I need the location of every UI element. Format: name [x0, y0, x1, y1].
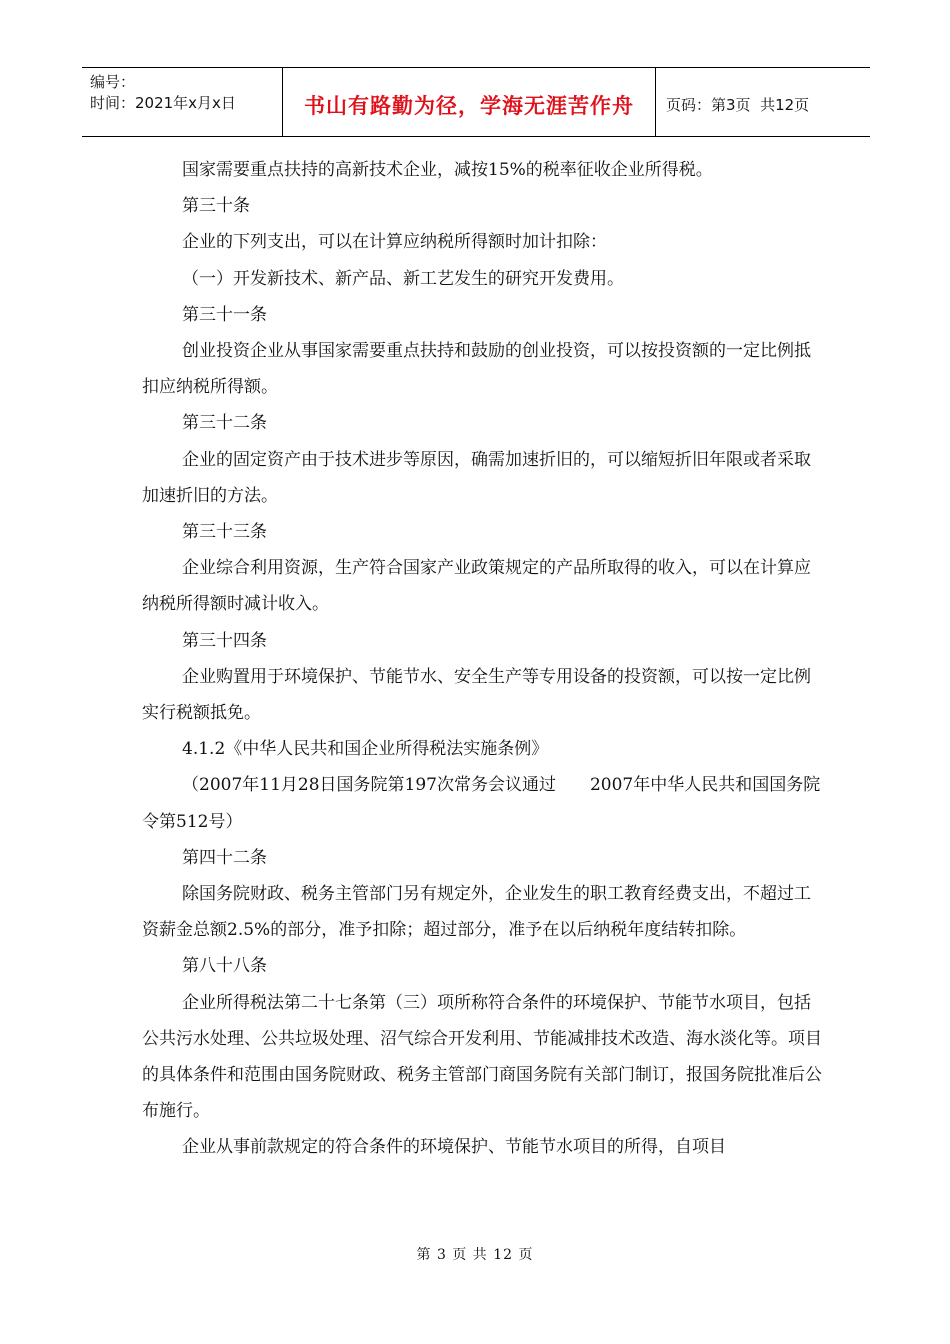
header-motto-cell [283, 68, 656, 136]
body-paragraph: 创业投资企业从事国家需要重点扶持和鼓励的创业投资，可以按投资额的一定比例抵扣应纳税所得额。 [142, 341, 811, 398]
header-page-info: 页码：第3页 共12页 [666, 95, 810, 114]
body-paragraph: 第三十三条 [182, 522, 267, 543]
body-paragraph: 企业购置用于环境保护、节能节水、安全生产等专用设备的投资额，可以按一定比例实行税额抵免。 [142, 666, 811, 724]
body-paragraph: 第八十八条 [182, 956, 267, 977]
body-paragraph: 4.1.2《中华人民共和国企业所得税法实施条例》 [182, 739, 549, 760]
page-header [82, 67, 870, 137]
body-paragraph: 国家需要重点扶持的高新技术企业，减按15%的税率征收企业所得税。 [182, 160, 713, 180]
header-meta [82, 68, 283, 136]
body-paragraph: 除国务院财政、税务主管部门另有规定外，企业发生的职工教育经费支出，不超过工资薪金总额2.5%的部分，准予扣除；超过部分，准予在以后纳税年度结转扣除。 [142, 884, 811, 941]
document-body [142, 152, 822, 1166]
body-paragraph: 第四十二条 [182, 847, 267, 868]
page-footer: 第 3 页 共 12 页 [416, 1247, 534, 1263]
body-paragraph: 企业综合利用资源，生产符合国家产业政策规定的产品所取得的收入，可以在计算应纳税所得额时减计收入。 [142, 558, 811, 615]
body-paragraph: 企业的固定资产由于技术进步等原因，确需加速折旧的，可以缩短折旧年限或者采取加速折旧的方法。 [142, 449, 811, 506]
header-motto: 书山有路勤为径，学海无涯苦作舟 [304, 94, 634, 118]
body-paragraph: 第三十二条 [182, 413, 267, 434]
body-paragraph: 企业的下列支出，可以在计算应纳税所得额时加计扣除： [182, 232, 607, 253]
body-paragraph: （一）开发新技术、新产品、新工艺发生的研究开发费用。 [182, 268, 624, 289]
document-date-label: 时间：2021年x月x日 [90, 94, 236, 112]
body-paragraph: 企业从事前款规定的符合条件的环境保护、节能节水项目的所得，自项目 [182, 1137, 726, 1158]
body-paragraph: 第三十条 [182, 196, 250, 217]
body-paragraph: 企业所得税法第二十七条第（三）项所称符合条件的环境保护、节能节水项目，包括公共污水处理、公共垃圾处理、沼气综合开发利用、节能减排技术改造、海水淡化等。项目的具体条件和范围由国务院财政、税务主管部门商国务院有关部门制订，报国务院批准后公布施行。 [142, 992, 822, 1122]
body-paragraph: 第三十四条 [182, 630, 267, 651]
document-number-label: 编号： [90, 73, 136, 91]
body-paragraph: （2007年11月28日国务院第197次常务会议通过 2007年中华人民共和国国务院令第512号） [142, 775, 821, 832]
body-paragraph: 第三十一条 [182, 304, 267, 325]
